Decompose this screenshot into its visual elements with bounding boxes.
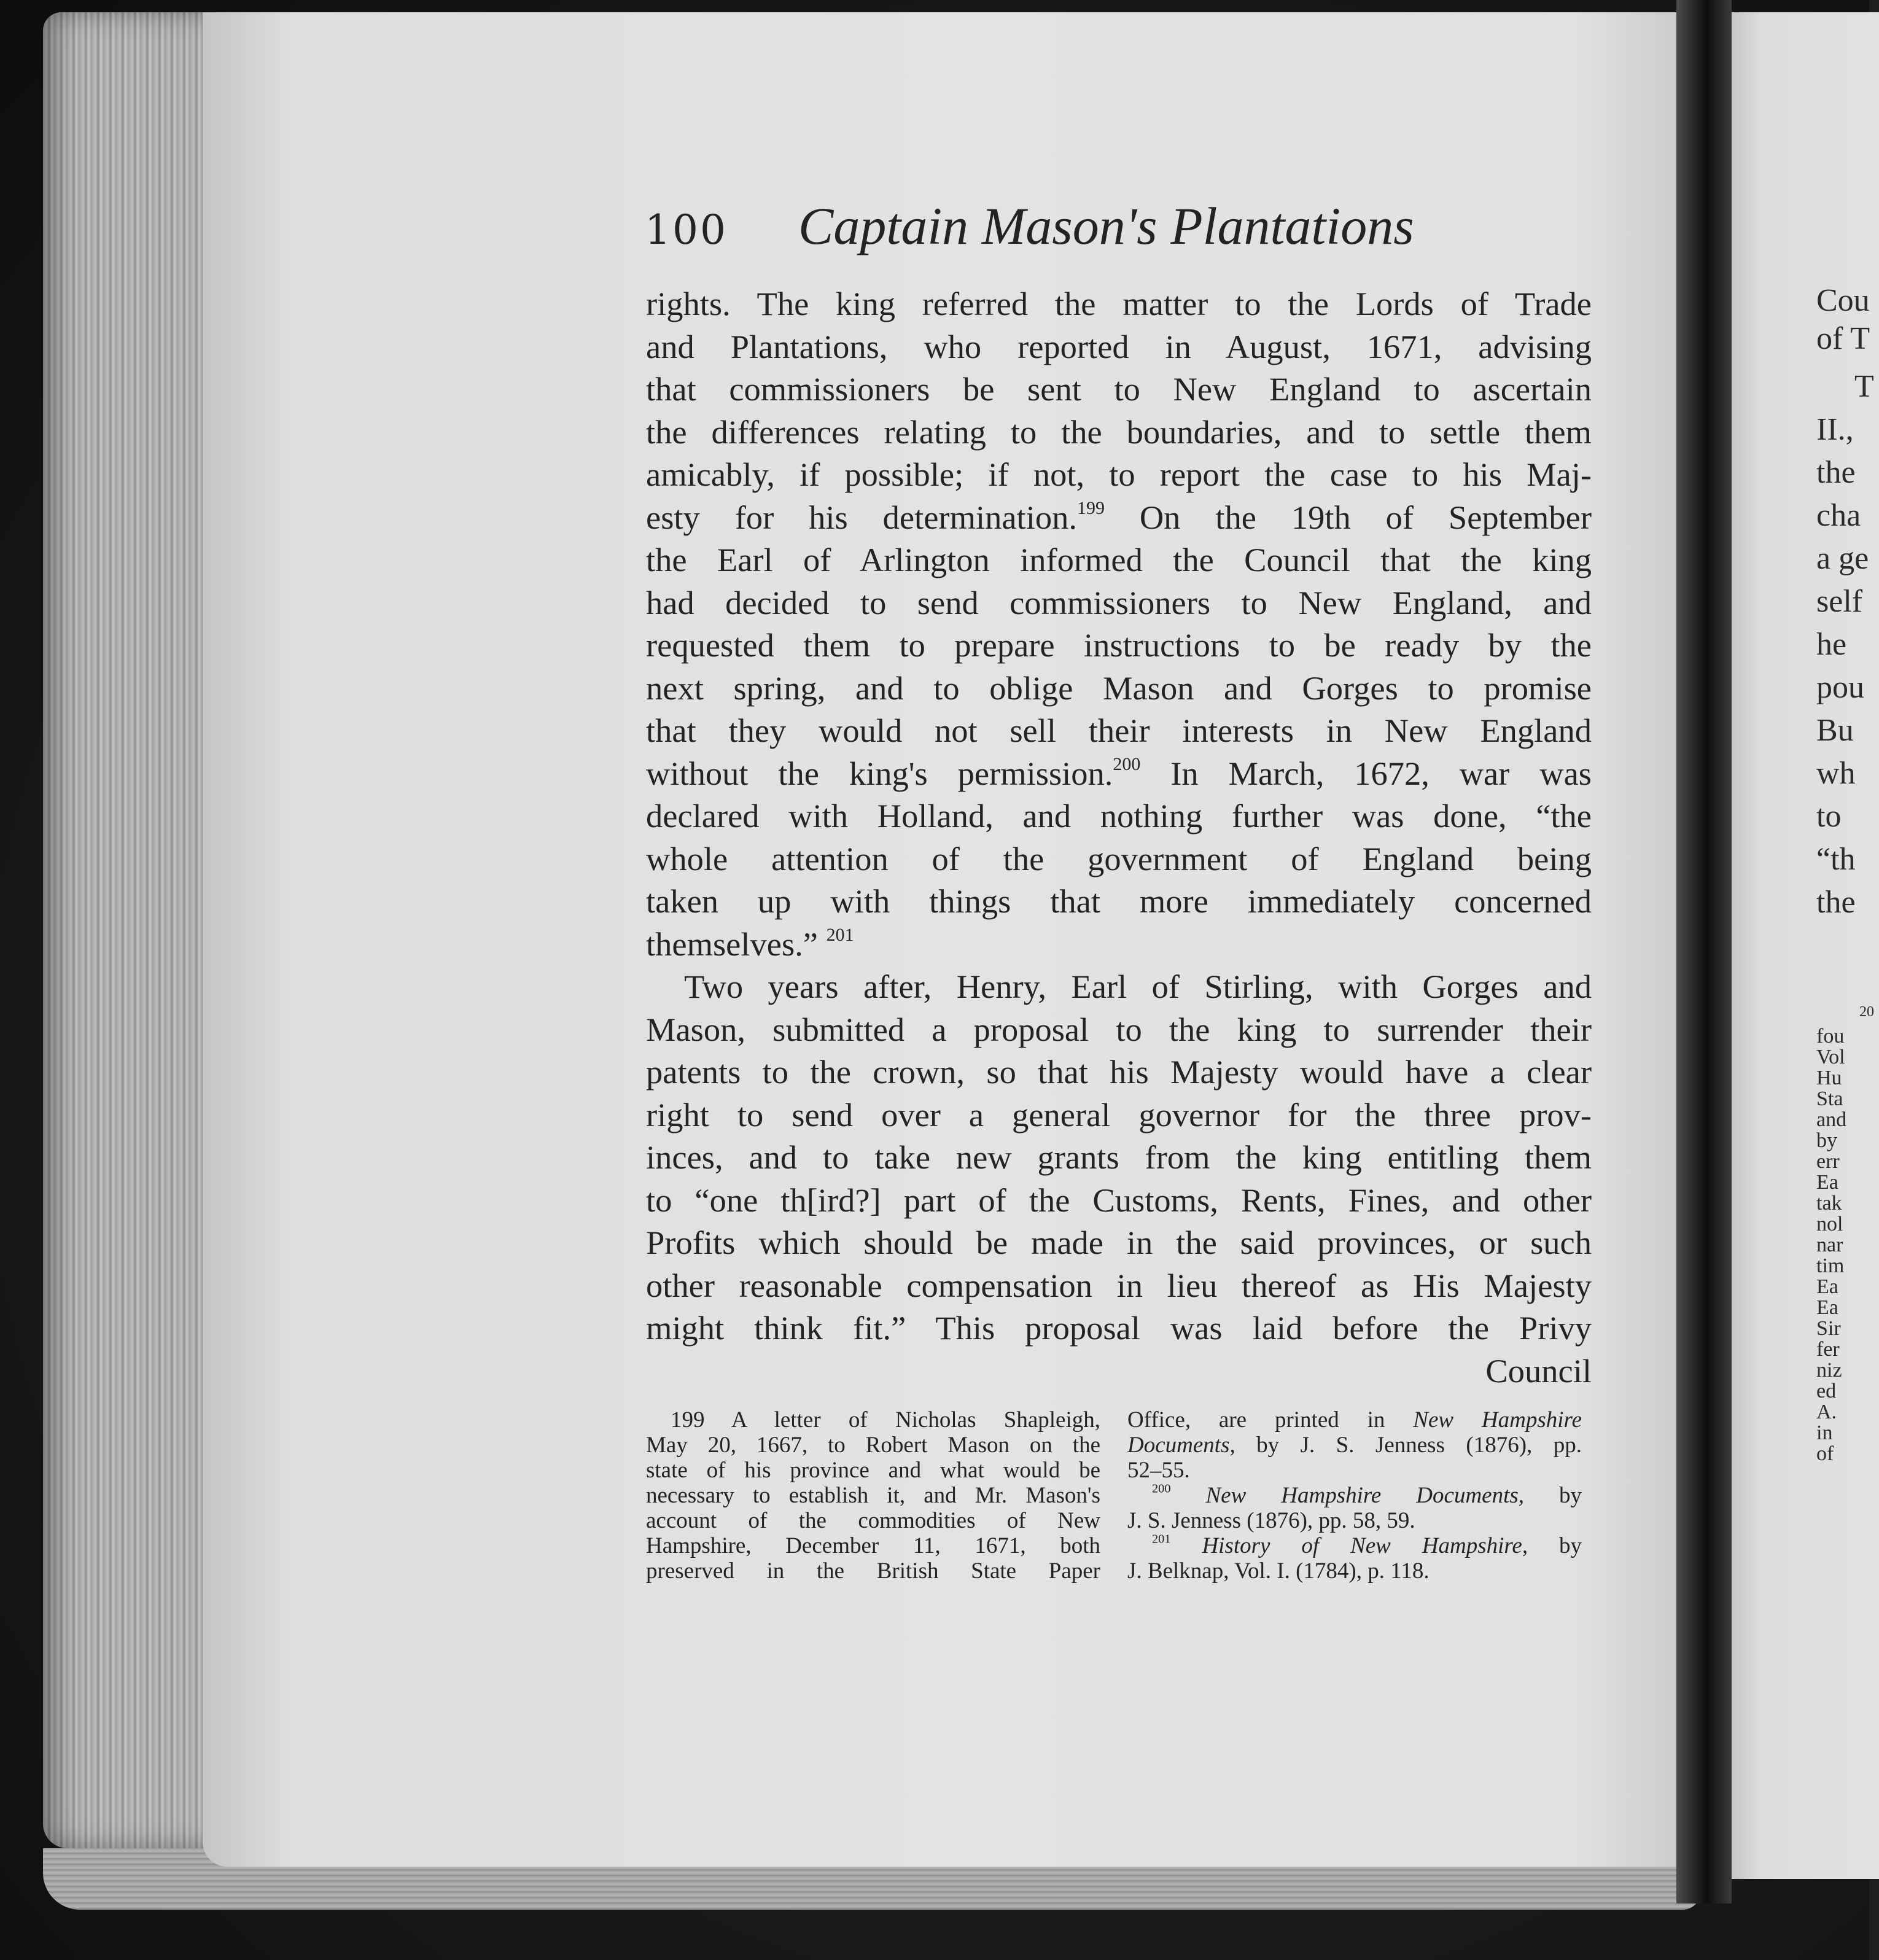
facing-page-line: “th xyxy=(1816,842,1856,877)
facing-page-line: pou xyxy=(1816,670,1864,705)
text-line: patents to the crown, so that his Majesty would have a clear xyxy=(646,1053,1592,1091)
footnote-line: 199 A letter of Nicholas Shapleigh, xyxy=(671,1407,1100,1433)
text-fragment: On the 19th of September xyxy=(1139,498,1592,536)
text-line: declared with Holland, and nothing further was done, “the xyxy=(646,797,1592,834)
facing-page-line: wh xyxy=(1816,756,1856,791)
footnote-title: Documents, xyxy=(1127,1433,1235,1458)
text-line xyxy=(646,496,1592,539)
text-line: taken up with things that more immediately concerned xyxy=(646,882,1592,920)
text-fragment: esty for his determination. xyxy=(646,498,1077,536)
facing-page-footnote-line: niz xyxy=(1816,1359,1842,1382)
facing-page-footnote-line: Sir xyxy=(1816,1317,1841,1340)
facing-page-footnote-line: Vol xyxy=(1816,1046,1845,1068)
text-line: that commissioners be sent to New England to ascertain xyxy=(646,370,1592,408)
footnote-line: Hampshire, December 11, 1671, both xyxy=(646,1533,1100,1558)
footnote-number: 200 xyxy=(1152,1482,1171,1496)
footnote-line xyxy=(1127,1483,1582,1508)
text-line xyxy=(646,923,1592,966)
page-number: 100 xyxy=(645,206,728,254)
footnote-line xyxy=(1127,1533,1582,1558)
facing-page-footnote-line: 20 xyxy=(1859,1004,1874,1020)
footnote-line: J. Belknap, Vol. I. (1784), p. 118. xyxy=(1127,1558,1430,1584)
facing-page-line: self xyxy=(1816,584,1863,619)
facing-page-line: II., xyxy=(1816,412,1854,447)
text-line: might think fit.” This proposal was laid before the Privy xyxy=(646,1309,1592,1347)
note-ref: 201 xyxy=(826,924,854,945)
facing-page-line: cha xyxy=(1816,498,1861,533)
footnote-text: by J. S. Jenness (1876), pp. xyxy=(1256,1433,1582,1458)
facing-page-footnote-line: A. xyxy=(1816,1401,1837,1423)
main-text xyxy=(646,282,1592,1392)
facing-page-line: Bu xyxy=(1816,713,1854,748)
facing-page-line: the xyxy=(1816,455,1856,490)
facing-page-footnote-line: ed xyxy=(1816,1380,1837,1402)
facing-page-footnote-line: Ea xyxy=(1816,1275,1838,1298)
book-gutter xyxy=(1676,0,1732,1904)
text-fragment: without the king's permission. xyxy=(646,754,1113,792)
facing-page-footnote-line: tak xyxy=(1816,1192,1842,1215)
facing-page-line: T xyxy=(1854,369,1874,404)
footnote-text: Office, are printed in xyxy=(1127,1407,1385,1433)
running-head xyxy=(645,195,1590,263)
facing-page-footnote-line: tim xyxy=(1816,1254,1845,1277)
footnote-line: 52–55. xyxy=(1127,1458,1190,1483)
facing-page-footnote-line: Ea xyxy=(1816,1171,1838,1194)
footnote-line: May 20, 1667, to Robert Mason on the xyxy=(646,1433,1100,1458)
book-page-edges xyxy=(43,12,221,1848)
text-fragment: In March, 1672, war was xyxy=(1170,754,1592,792)
text-line: that they would not sell their interests in New England xyxy=(646,712,1592,749)
note-ref: 200 xyxy=(1113,753,1141,774)
facing-page-footnote-line: by xyxy=(1816,1129,1837,1152)
facing-page-footnote-line: fou xyxy=(1816,1025,1845,1048)
footnote-text: by xyxy=(1559,1483,1582,1508)
facing-page-footnote-line: nar xyxy=(1816,1234,1843,1256)
footnote-line xyxy=(1127,1433,1582,1458)
footnotes xyxy=(646,1407,1592,1598)
text-line: requested them to prepare instructions to be ready by the xyxy=(646,626,1592,664)
running-title: Captain Mason's Plantations xyxy=(798,196,1414,255)
facing-page-footnote-line: nol xyxy=(1816,1213,1843,1235)
facing-page-line: a ge xyxy=(1816,541,1869,576)
facing-page-line: he xyxy=(1816,627,1847,662)
facing-page-footnote-line: of xyxy=(1816,1442,1834,1465)
facing-page-line: to xyxy=(1816,799,1842,834)
footnote-line: J. S. Jenness (1876), pp. 58, 59. xyxy=(1127,1508,1415,1533)
text-line xyxy=(646,752,1592,795)
facing-page-footnote-line: in xyxy=(1816,1421,1833,1444)
text-line: Mason, submitted a proposal to the king to surrender their xyxy=(646,1010,1592,1048)
footnote-title: New Hampshire xyxy=(1413,1407,1582,1433)
footnote-column-right xyxy=(1127,1407,1582,1584)
footnote-title: History of New Hampshire, xyxy=(1202,1533,1528,1558)
facing-page-footnote-line: Sta xyxy=(1816,1087,1843,1110)
text-line: had decided to send commissioners to New England, and xyxy=(646,583,1592,621)
text-fragment: themselves.” xyxy=(646,925,818,963)
text-line: inces, and to take new grants from the king entitling them xyxy=(646,1138,1592,1176)
facing-page-footnote-line: Hu xyxy=(1816,1067,1842,1089)
facing-page-line: Cou xyxy=(1816,283,1870,318)
text-line: amicably, if possible; if not, to report the case to his Maj- xyxy=(646,456,1592,493)
note-ref: 199 xyxy=(1076,497,1105,518)
footnote-title: New Hampshire Documents, xyxy=(1205,1483,1525,1508)
text-line: right to send over a general governor for the three prov- xyxy=(646,1095,1592,1134)
facing-page-footnote-line: Ea xyxy=(1816,1296,1838,1319)
text-line: next spring, and to oblige Mason and Gorges to promise xyxy=(646,669,1592,707)
text-line: other reasonable compensation in lieu thereof as His Majesty xyxy=(646,1266,1592,1304)
text-line: the Earl of Arlington informed the Council that the king xyxy=(646,541,1592,578)
footnote-line: account of the commodities of New xyxy=(646,1508,1100,1533)
footnote-line xyxy=(1127,1407,1582,1433)
footnote-line: necessary to establish it, and Mr. Mason's xyxy=(646,1483,1100,1508)
facing-page-line: the xyxy=(1816,885,1856,920)
facing-page-line: of T xyxy=(1816,321,1870,356)
footnote-line: preserved in the British State Paper xyxy=(646,1558,1100,1584)
footnote-number: 201 xyxy=(1152,1532,1171,1546)
footnote-column-left xyxy=(646,1407,1100,1584)
text-line: Two years after, Henry, Earl of Stirling, with Gorges and xyxy=(684,968,1592,1005)
text-line: the differences relating to the boundaries, and to settle them xyxy=(646,413,1592,451)
facing-page-footnote-line: and xyxy=(1816,1108,1847,1131)
text-line: and Plantations, who reported in August, 1671, advising xyxy=(646,327,1592,365)
text-line: rights. The king referred the matter to the Lords of Trade xyxy=(646,285,1592,322)
text-line: to “one th[ird?] part of the Customs, Rents, Fines, and other xyxy=(646,1181,1592,1219)
footnote-line: state of his province and what would be xyxy=(646,1458,1100,1483)
text-line: Profits which should be made in the said provinces, or such xyxy=(646,1224,1592,1261)
facing-page-footnote-line: fer xyxy=(1816,1338,1840,1361)
facing-page-text xyxy=(1816,282,1878,1768)
text-line: whole attention of the government of England being xyxy=(646,839,1592,877)
footnote-text: by xyxy=(1559,1533,1582,1558)
catchword: Council xyxy=(1485,1351,1592,1390)
facing-page-footnote-line: err xyxy=(1816,1150,1840,1173)
